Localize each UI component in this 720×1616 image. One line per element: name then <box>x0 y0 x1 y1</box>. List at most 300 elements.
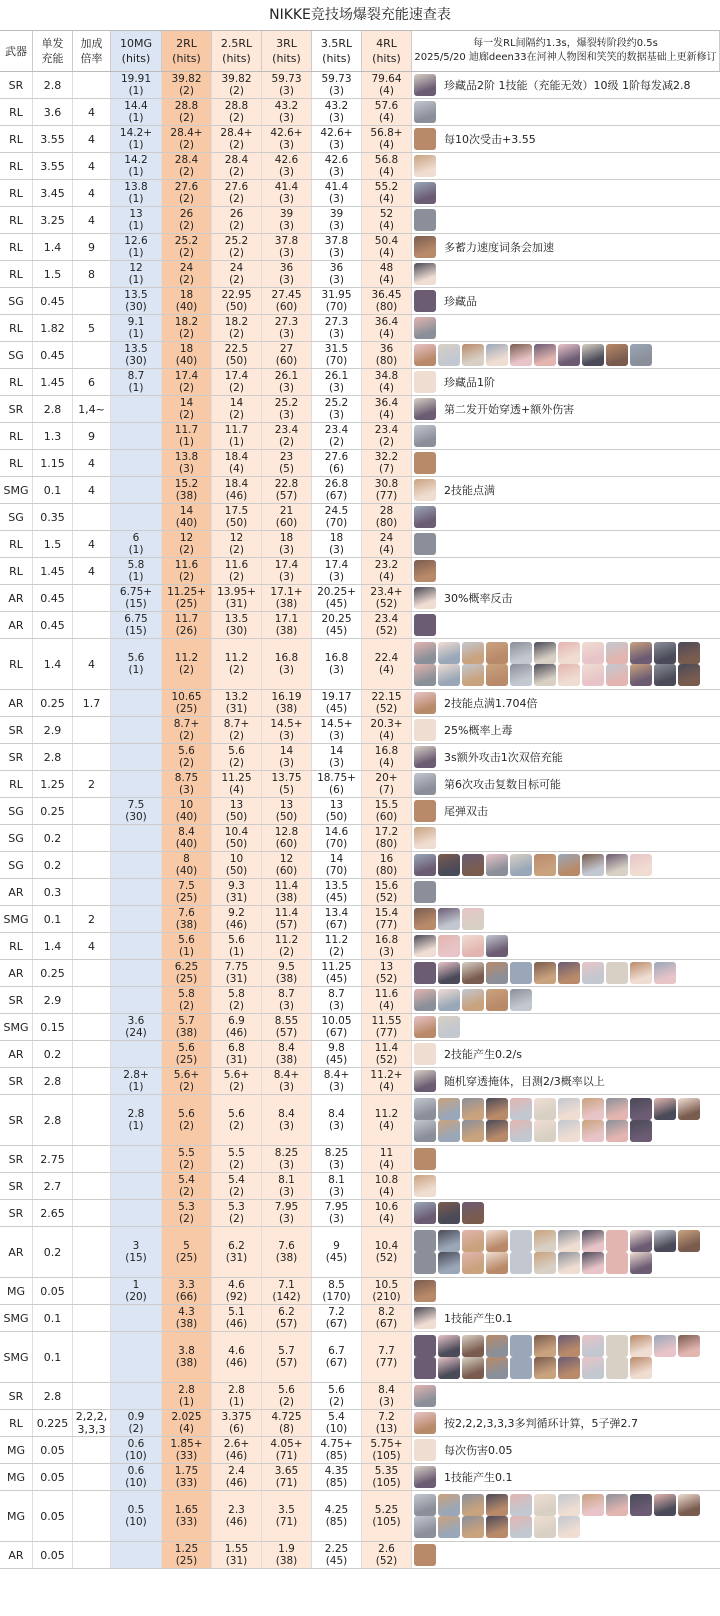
cell-4rl: 16.8 (3) <box>362 933 412 959</box>
cell-bonus: 2,2,2, 3,3,3 <box>73 1410 111 1436</box>
cell-bonus <box>73 1200 111 1226</box>
cell-4rl: 13 (52) <box>362 960 412 986</box>
cell-note <box>412 906 720 932</box>
cell-35rl: 43.2 (3) <box>312 99 362 125</box>
character-avatar <box>510 1098 532 1120</box>
character-avatar <box>462 664 484 686</box>
character-avatar <box>606 1335 628 1357</box>
cell-2rl: 18.2 (2) <box>162 315 212 341</box>
cell-4rl: 34.8 (4) <box>362 369 412 395</box>
cell-10mg: 2.8 (1) <box>111 1095 162 1145</box>
cell-charge: 3.55 <box>33 126 73 152</box>
table-row <box>0 639 720 690</box>
cell-25rl: 28.8 (2) <box>212 99 262 125</box>
cell-note <box>412 1146 720 1172</box>
cell-35rl: 42.6 (3) <box>312 153 362 179</box>
character-avatar <box>534 854 556 876</box>
cell-4rl: 17.2 (80) <box>362 825 412 851</box>
cell-weapon: SG <box>0 852 33 878</box>
cell-charge: 1.5 <box>33 531 73 557</box>
character-avatar <box>486 344 508 366</box>
character-avatar <box>462 1357 484 1379</box>
cell-10mg: 8.7 (1) <box>111 369 162 395</box>
cell-25rl: 13.95+ (31) <box>212 585 262 611</box>
character-avatar <box>462 908 484 930</box>
character-avatar <box>510 642 532 664</box>
cell-note <box>412 315 720 341</box>
character-avatar <box>414 1544 436 1566</box>
character-avatar <box>534 1357 556 1379</box>
cell-note <box>412 180 720 206</box>
cell-25rl: 5.6 (1) <box>212 933 262 959</box>
character-avatar <box>414 1098 436 1120</box>
cell-note <box>412 1173 720 1199</box>
character-avatar <box>462 989 484 1011</box>
character-avatar <box>654 962 676 984</box>
cell-charge: 0.15 <box>33 1014 73 1040</box>
cell-3rl: 1.9 (38) <box>262 1542 312 1568</box>
character-avatar <box>414 1148 436 1170</box>
cell-3rl: 9.5 (38) <box>262 960 312 986</box>
cell-charge: 1.4 <box>33 639 73 689</box>
cell-3rl: 8.4 (3) <box>262 1095 312 1145</box>
note-text: 30%概率反击 <box>444 592 513 605</box>
cell-10mg: 13.5 (30) <box>111 288 162 314</box>
cell-note <box>412 342 720 368</box>
cell-25rl: 5.6+ (2) <box>212 1068 262 1094</box>
character-avatar <box>414 989 436 1011</box>
cell-charge: 0.05 <box>33 1542 73 1568</box>
cell-35rl: 25.2 (3) <box>312 396 362 422</box>
cell-3rl: 18 (3) <box>262 531 312 557</box>
character-avatar <box>606 344 628 366</box>
cell-10mg <box>111 1173 162 1199</box>
character-avatar <box>654 664 676 686</box>
character-avatar <box>414 1043 436 1065</box>
character-avatar <box>630 642 652 664</box>
cell-25rl: 39.82 (2) <box>212 72 262 98</box>
cell-charge: 2.75 <box>33 1146 73 1172</box>
cell-4rl: 57.6 (4) <box>362 99 412 125</box>
character-avatar <box>582 1252 604 1274</box>
cell-weapon: AR <box>0 612 33 638</box>
note-text: 1技能产生0.1 <box>444 1312 513 1325</box>
cell-weapon: RL <box>0 531 33 557</box>
cell-2rl: 10 (40) <box>162 798 212 824</box>
character-avatar <box>414 746 436 768</box>
cell-35rl: 7.2 (67) <box>312 1305 362 1331</box>
cell-35rl: 26.8 (67) <box>312 477 362 503</box>
cell-10mg <box>111 852 162 878</box>
cell-4rl: 10.8 (4) <box>362 1173 412 1199</box>
cell-weapon: SR <box>0 1173 33 1199</box>
cell-bonus <box>73 1305 111 1331</box>
cell-2rl: 1.65 (33) <box>162 1491 212 1541</box>
cell-2rl: 12 (2) <box>162 531 212 557</box>
character-avatar <box>582 962 604 984</box>
cell-25rl: 6.8 (31) <box>212 1041 262 1067</box>
cell-10mg: 14.2+ (1) <box>111 126 162 152</box>
character-avatar <box>558 642 580 664</box>
table-row <box>0 1173 720 1200</box>
cell-4rl: 23.4 (52) <box>362 612 412 638</box>
header-bonus: 加成 倍率 <box>73 31 111 71</box>
table-row <box>0 1542 720 1569</box>
cell-note <box>412 1200 720 1226</box>
character-avatar <box>414 692 436 714</box>
cell-4rl: 7.7 (77) <box>362 1332 412 1382</box>
cell-charge: 0.1 <box>33 906 73 932</box>
table-row <box>0 288 720 315</box>
cell-25rl: 24 (2) <box>212 261 262 287</box>
cell-3rl: 5.6 (2) <box>262 1383 312 1409</box>
character-avatar <box>606 1252 628 1274</box>
table-header <box>0 31 720 72</box>
cell-4rl: 48 (4) <box>362 261 412 287</box>
cell-25rl: 2.3 (46) <box>212 1491 262 1541</box>
header-note-line1: 每一发RL间隔约1.3s，爆裂转阶段约0.5s <box>473 38 658 49</box>
cell-charge: 0.45 <box>33 612 73 638</box>
note-text: 2技能产生0.2/s <box>444 1048 522 1061</box>
cell-note <box>412 987 720 1013</box>
table-body <box>0 72 720 1569</box>
cell-25rl: 28.4+ (2) <box>212 126 262 152</box>
character-avatar <box>486 935 508 957</box>
cell-2rl: 5.6 (2) <box>162 744 212 770</box>
cell-35rl: 27.6 (6) <box>312 450 362 476</box>
cell-charge: 0.25 <box>33 690 73 716</box>
character-avatar <box>438 1016 460 1038</box>
cell-10mg <box>111 1146 162 1172</box>
character-avatar <box>606 1357 628 1379</box>
character-avatar <box>486 989 508 1011</box>
character-avatar <box>654 1230 676 1252</box>
cell-35rl: 13 (50) <box>312 798 362 824</box>
character-avatar <box>414 182 436 204</box>
cell-bonus <box>73 1227 111 1277</box>
cell-weapon: SMG <box>0 477 33 503</box>
cell-10mg <box>111 960 162 986</box>
cell-10mg <box>111 1332 162 1382</box>
cell-25rl: 5.1 (46) <box>212 1305 262 1331</box>
cell-weapon: RL <box>0 153 33 179</box>
cell-4rl: 24 (4) <box>362 531 412 557</box>
cell-2rl: 18 (40) <box>162 342 212 368</box>
cell-3rl: 23 (5) <box>262 450 312 476</box>
character-avatar <box>558 1098 580 1120</box>
character-avatar <box>462 1120 484 1142</box>
cell-charge: 2.65 <box>33 1200 73 1226</box>
character-avatar <box>438 664 460 686</box>
character-avatar <box>414 344 436 366</box>
cell-10mg: 3.6 (24) <box>111 1014 162 1040</box>
cell-2rl: 11.7 (1) <box>162 423 212 449</box>
cell-2rl: 28.8 (2) <box>162 99 212 125</box>
cell-10mg: 12.6 (1) <box>111 234 162 260</box>
character-avatar <box>582 1494 604 1516</box>
table-row <box>0 315 720 342</box>
cell-10mg: 9.1 (1) <box>111 315 162 341</box>
cell-35rl: 16.8 (3) <box>312 639 362 689</box>
cell-10mg: 5.6 (1) <box>111 639 162 689</box>
character-avatar <box>558 962 580 984</box>
cell-2rl: 11.7 (26) <box>162 612 212 638</box>
note-text: 随机穿透掩体，目测2/3概率以上 <box>444 1075 605 1088</box>
cell-charge: 0.2 <box>33 825 73 851</box>
cell-bonus: 5 <box>73 315 111 341</box>
character-avatar <box>414 854 436 876</box>
cell-4rl: 16 (80) <box>362 852 412 878</box>
cell-10mg: 0.9 (2) <box>111 1410 162 1436</box>
cell-3rl: 42.6+ (3) <box>262 126 312 152</box>
cell-note <box>412 717 720 743</box>
cell-note <box>412 690 720 716</box>
character-avatar <box>510 1252 532 1274</box>
cell-2rl: 6.25 (25) <box>162 960 212 986</box>
cell-10mg <box>111 396 162 422</box>
character-avatar <box>582 1098 604 1120</box>
cell-3rl: 3.65 (71) <box>262 1464 312 1490</box>
cell-2rl: 10.65 (25) <box>162 690 212 716</box>
cell-2rl: 24 (2) <box>162 261 212 287</box>
cell-charge: 1.25 <box>33 771 73 797</box>
cell-note <box>412 369 720 395</box>
cell-bonus: 9 <box>73 423 111 449</box>
character-avatar <box>654 1098 676 1120</box>
cell-35rl: 14 (70) <box>312 852 362 878</box>
note-text: 每次伤害0.05 <box>444 1444 513 1457</box>
header-note <box>412 31 720 71</box>
cell-bonus <box>73 1146 111 1172</box>
cell-3rl: 36 (3) <box>262 261 312 287</box>
character-avatar <box>438 854 460 876</box>
cell-charge: 0.05 <box>33 1437 73 1463</box>
cell-bonus <box>73 1014 111 1040</box>
cell-10mg <box>111 1041 162 1067</box>
cell-weapon: SMG <box>0 1332 33 1382</box>
character-avatar <box>438 1357 460 1379</box>
cell-3rl: 13 (50) <box>262 798 312 824</box>
character-avatar <box>678 1230 700 1252</box>
cell-25rl: 2.4 (46) <box>212 1464 262 1490</box>
cell-25rl: 13 (50) <box>212 798 262 824</box>
cell-bonus: 1,4~ <box>73 396 111 422</box>
cell-3rl: 3.5 (71) <box>262 1491 312 1541</box>
cell-charge: 2.8 <box>33 396 73 422</box>
cell-2rl: 2.025 (4) <box>162 1410 212 1436</box>
cell-35rl: 31.5 (70) <box>312 342 362 368</box>
character-avatar <box>510 664 532 686</box>
cell-4rl: 11 (4) <box>362 1146 412 1172</box>
cell-weapon: SR <box>0 1200 33 1226</box>
cell-2rl: 15.2 (38) <box>162 477 212 503</box>
character-avatar <box>606 1230 628 1252</box>
header-weapon: 武器 <box>0 31 33 71</box>
character-avatar <box>414 1412 436 1434</box>
cell-3rl: 8.1 (3) <box>262 1173 312 1199</box>
cell-weapon: SG <box>0 342 33 368</box>
character-avatar <box>462 1516 484 1538</box>
table-row <box>0 450 720 477</box>
cell-4rl: 10.4 (52) <box>362 1227 412 1277</box>
cell-2rl: 28.4+ (2) <box>162 126 212 152</box>
cell-35rl: 2.25 (45) <box>312 1542 362 1568</box>
character-avatar <box>414 642 436 664</box>
cell-25rl: 13.5 (30) <box>212 612 262 638</box>
cell-4rl: 28 (80) <box>362 504 412 530</box>
cell-35rl: 8.25 (3) <box>312 1146 362 1172</box>
table-row <box>0 1332 720 1383</box>
cell-2rl: 3.8 (38) <box>162 1332 212 1382</box>
character-avatar <box>414 317 436 339</box>
character-avatar <box>414 773 436 795</box>
cell-2rl: 5 (25) <box>162 1227 212 1277</box>
character-avatar <box>630 344 652 366</box>
cell-4rl: 56.8 (4) <box>362 153 412 179</box>
cell-charge: 1.45 <box>33 558 73 584</box>
character-avatar <box>486 962 508 984</box>
cell-10mg <box>111 987 162 1013</box>
cell-bonus: 4 <box>73 153 111 179</box>
table-row <box>0 960 720 987</box>
cell-weapon: AR <box>0 1227 33 1277</box>
cell-bonus <box>73 960 111 986</box>
header-3rl: 3RL (hits) <box>262 31 312 71</box>
cell-note <box>412 960 720 986</box>
character-avatar <box>510 1494 532 1516</box>
cell-bonus: 4 <box>73 126 111 152</box>
cell-bonus: 4 <box>73 207 111 233</box>
cell-charge: 0.05 <box>33 1278 73 1304</box>
cell-bonus: 4 <box>73 180 111 206</box>
note-text: 2技能点满1.704倍 <box>444 697 538 710</box>
character-avatar <box>558 664 580 686</box>
character-avatar <box>414 800 436 822</box>
cell-bonus <box>73 1491 111 1541</box>
character-avatar <box>486 1120 508 1142</box>
cell-10mg: 5.8 (1) <box>111 558 162 584</box>
cell-35rl: 39 (3) <box>312 207 362 233</box>
cell-note <box>412 504 720 530</box>
character-avatar <box>414 74 436 96</box>
character-avatar <box>414 587 436 609</box>
character-avatar <box>414 425 436 447</box>
cell-4rl: 23.4+ (52) <box>362 585 412 611</box>
cell-3rl: 21 (60) <box>262 504 312 530</box>
cell-note <box>412 234 720 260</box>
cell-35rl: 23.4 (2) <box>312 423 362 449</box>
cell-10mg: 14.2 (1) <box>111 153 162 179</box>
cell-10mg: 13.8 (1) <box>111 180 162 206</box>
cell-25rl: 3.375 (6) <box>212 1410 262 1436</box>
cell-charge: 0.45 <box>33 585 73 611</box>
cell-4rl: 36.4 (4) <box>362 315 412 341</box>
cell-35rl: 8.7 (3) <box>312 987 362 1013</box>
cell-3rl: 7.6 (38) <box>262 1227 312 1277</box>
cell-3rl: 43.2 (3) <box>262 99 312 125</box>
cell-10mg: 0.5 (10) <box>111 1491 162 1541</box>
cell-2rl: 1.25 (25) <box>162 1542 212 1568</box>
character-avatar <box>582 1230 604 1252</box>
cell-charge: 0.3 <box>33 879 73 905</box>
cell-4rl: 15.4 (77) <box>362 906 412 932</box>
cell-note <box>412 1068 720 1094</box>
cell-4rl: 7.2 (13) <box>362 1410 412 1436</box>
cell-25rl: 17.5 (50) <box>212 504 262 530</box>
cell-25rl: 5.3 (2) <box>212 1200 262 1226</box>
character-avatar <box>606 1120 628 1142</box>
cell-25rl: 6.9 (46) <box>212 1014 262 1040</box>
character-avatar <box>438 1120 460 1142</box>
character-avatar <box>486 1494 508 1516</box>
character-avatar <box>438 642 460 664</box>
table-row <box>0 585 720 612</box>
cell-35rl: 20.25 (45) <box>312 612 362 638</box>
cell-35rl: 26.1 (3) <box>312 369 362 395</box>
cell-10mg <box>111 933 162 959</box>
note-text: 按2,2,2,3,3,3多判循环计算，5子弹2.7 <box>444 1417 638 1430</box>
cell-bonus: 4 <box>73 933 111 959</box>
cell-25rl: 5.6 (2) <box>212 1095 262 1145</box>
cell-2rl: 14 (2) <box>162 396 212 422</box>
character-avatar <box>438 989 460 1011</box>
character-avatar <box>534 344 556 366</box>
cell-4rl: 30.8 (77) <box>362 477 412 503</box>
cell-35rl: 59.73 (3) <box>312 72 362 98</box>
cell-35rl: 8.5 (170) <box>312 1278 362 1304</box>
cell-note <box>412 798 720 824</box>
character-avatar <box>630 1230 652 1252</box>
cell-bonus <box>73 717 111 743</box>
cell-bonus: 6 <box>73 369 111 395</box>
cell-charge: 2.9 <box>33 987 73 1013</box>
table-row <box>0 798 720 825</box>
cell-4rl: 32.2 (7) <box>362 450 412 476</box>
cell-note <box>412 153 720 179</box>
table-row <box>0 1095 720 1146</box>
character-avatar <box>582 1335 604 1357</box>
note-text: 珍藏品1阶 <box>444 376 495 389</box>
cell-4rl: 55.2 (4) <box>362 180 412 206</box>
note-text: 尾弹双击 <box>444 805 488 818</box>
cell-35rl: 9.8 (45) <box>312 1041 362 1067</box>
cell-note <box>412 1464 720 1490</box>
character-avatar <box>414 1070 436 1092</box>
cell-3rl: 12.8 (60) <box>262 825 312 851</box>
character-avatar <box>414 1494 436 1516</box>
cell-note <box>412 1041 720 1067</box>
cell-charge: 3.45 <box>33 180 73 206</box>
cell-3rl: 17.4 (3) <box>262 558 312 584</box>
cell-note <box>412 99 720 125</box>
cell-35rl: 14.5+ (3) <box>312 717 362 743</box>
character-avatar <box>414 290 436 312</box>
cell-2rl: 26 (2) <box>162 207 212 233</box>
cell-25rl: 5.5 (2) <box>212 1146 262 1172</box>
character-avatar <box>606 664 628 686</box>
cell-charge: 3.6 <box>33 99 73 125</box>
character-avatar <box>414 1466 436 1488</box>
cell-10mg: 13 (1) <box>111 207 162 233</box>
cell-2rl: 14 (40) <box>162 504 212 530</box>
cell-weapon: RL <box>0 261 33 287</box>
cell-4rl: 10.5 (210) <box>362 1278 412 1304</box>
cell-charge: 2.8 <box>33 1383 73 1409</box>
table-row <box>0 504 720 531</box>
cell-weapon: SR <box>0 717 33 743</box>
cell-bonus: 4 <box>73 531 111 557</box>
character-avatar <box>582 1357 604 1379</box>
